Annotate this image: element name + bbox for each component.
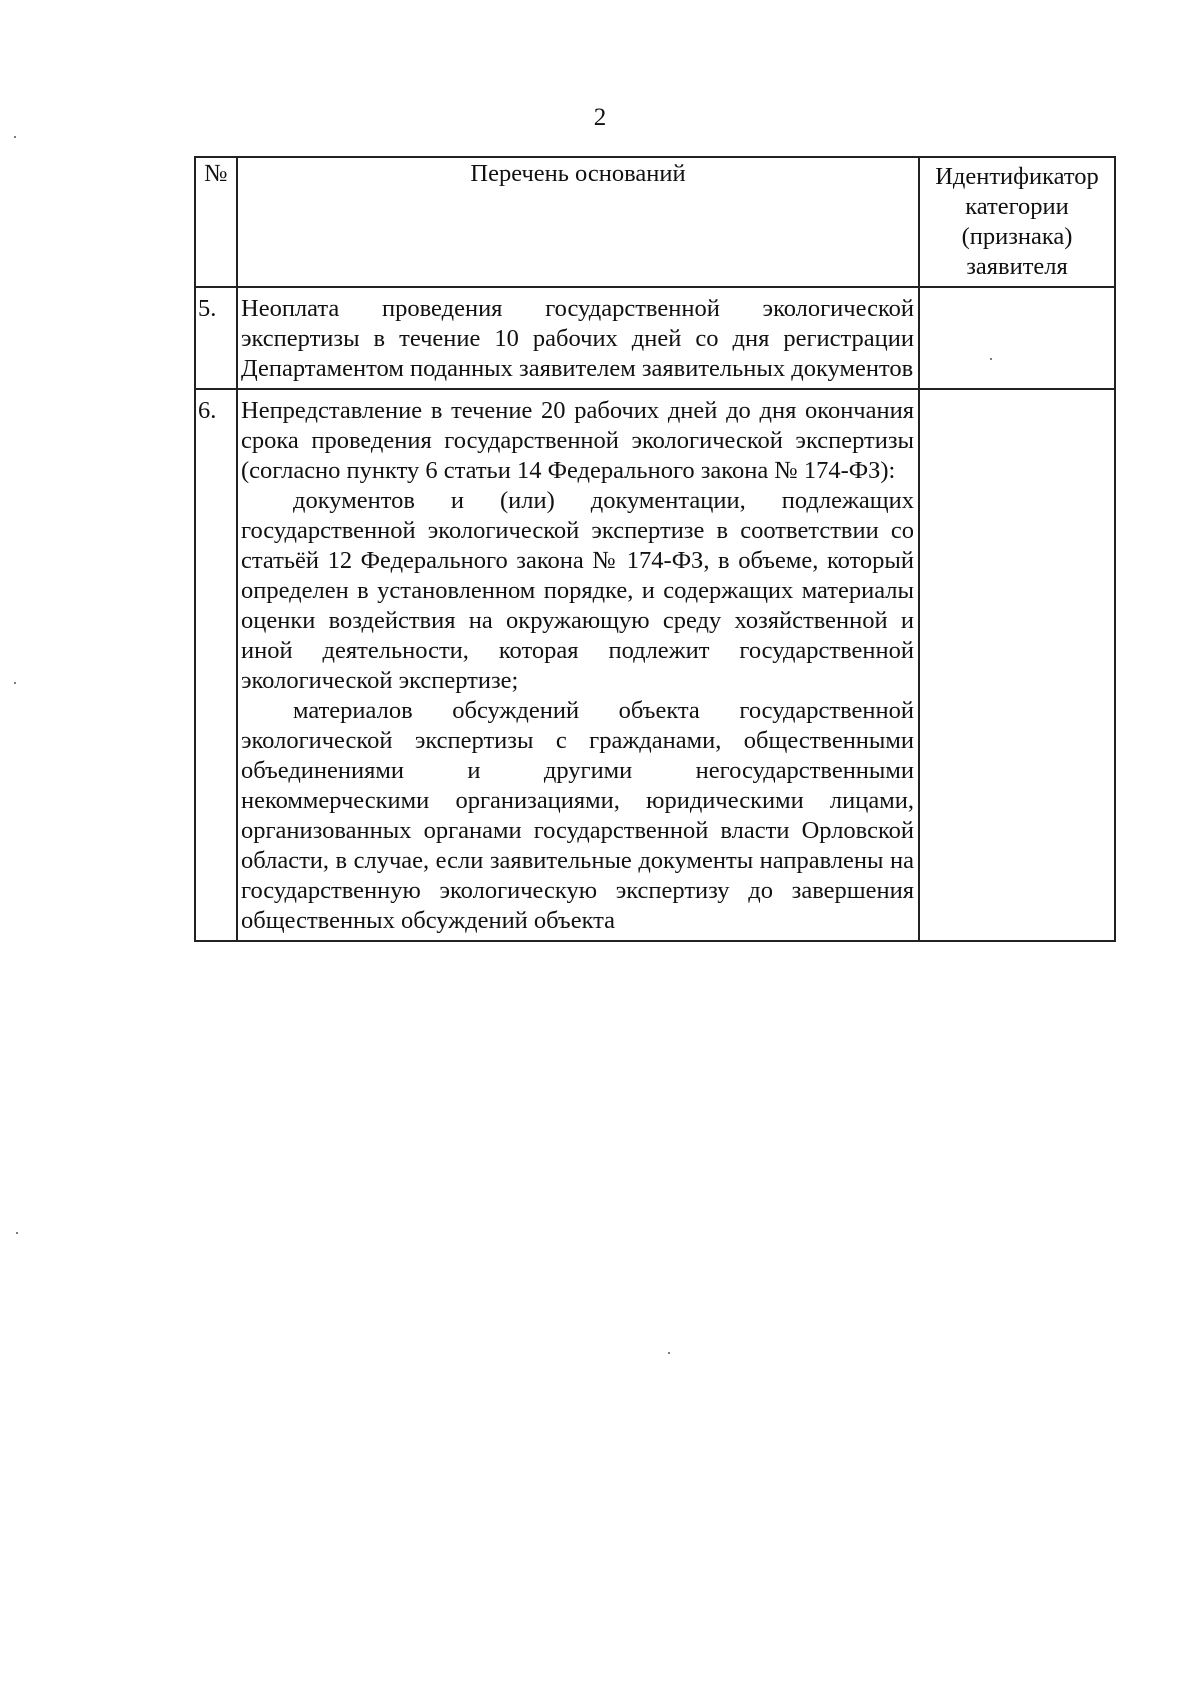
row-identifier [919, 287, 1115, 389]
table-header-row [195, 157, 1115, 287]
header-number: № [195, 157, 237, 287]
page-number: 2 [593, 104, 607, 131]
scan-speck [16, 1232, 18, 1234]
table-row [195, 287, 1115, 389]
row-number: 5. [195, 287, 237, 389]
header-grounds: Перечень оснований [237, 157, 919, 287]
table-row [195, 389, 1115, 941]
row-text [237, 287, 919, 389]
row-paragraph: Неоплата проведения государственной экологической экспертизы в течение 10 рабочих дней со дня регистрации Департаментом поданных заявителем заявительных документов [241, 295, 914, 382]
row-paragraph: документов и (или) документации, подлежащих государственной экологической экспертизе в соответствии со статьёй 12 Федерального закона № 174-ФЗ, в объеме, который определен в установленном порядке, и содержащих материалы оценки воздействия на окружающую среду хозяйственной и иной деятельности, которая подлежит государственной экологической экспертизе; [241, 487, 914, 694]
header-identifier: Идентификатор категории (признака) заявителя [919, 157, 1115, 287]
row-paragraph: Непредставление в течение 20 рабочих дней до дня окончания срока проведения государственной экологической экспертизы (согласно пункту 6 статьи 14 Федерального закона № 174-ФЗ): [241, 397, 914, 484]
row-number: 6. [195, 389, 237, 941]
row-identifier [919, 389, 1115, 941]
scan-speck [14, 682, 16, 684]
scan-speck [990, 358, 992, 360]
row-paragraph: материалов обсуждений объекта государственной экологической экспертизы с гражданами, общественными объединениями и другими негосударственными некоммерческими организациями, юридическими лицами, организованных органами государственной власти Орловской области, в случае, если заявительные документы направлены на государственную экологическую экспертизу до завершения общественных обсуждений объекта [241, 697, 914, 934]
scan-speck [14, 136, 16, 138]
grounds-table [194, 156, 1116, 942]
scan-speck [668, 1352, 670, 1354]
row-text [237, 389, 919, 941]
